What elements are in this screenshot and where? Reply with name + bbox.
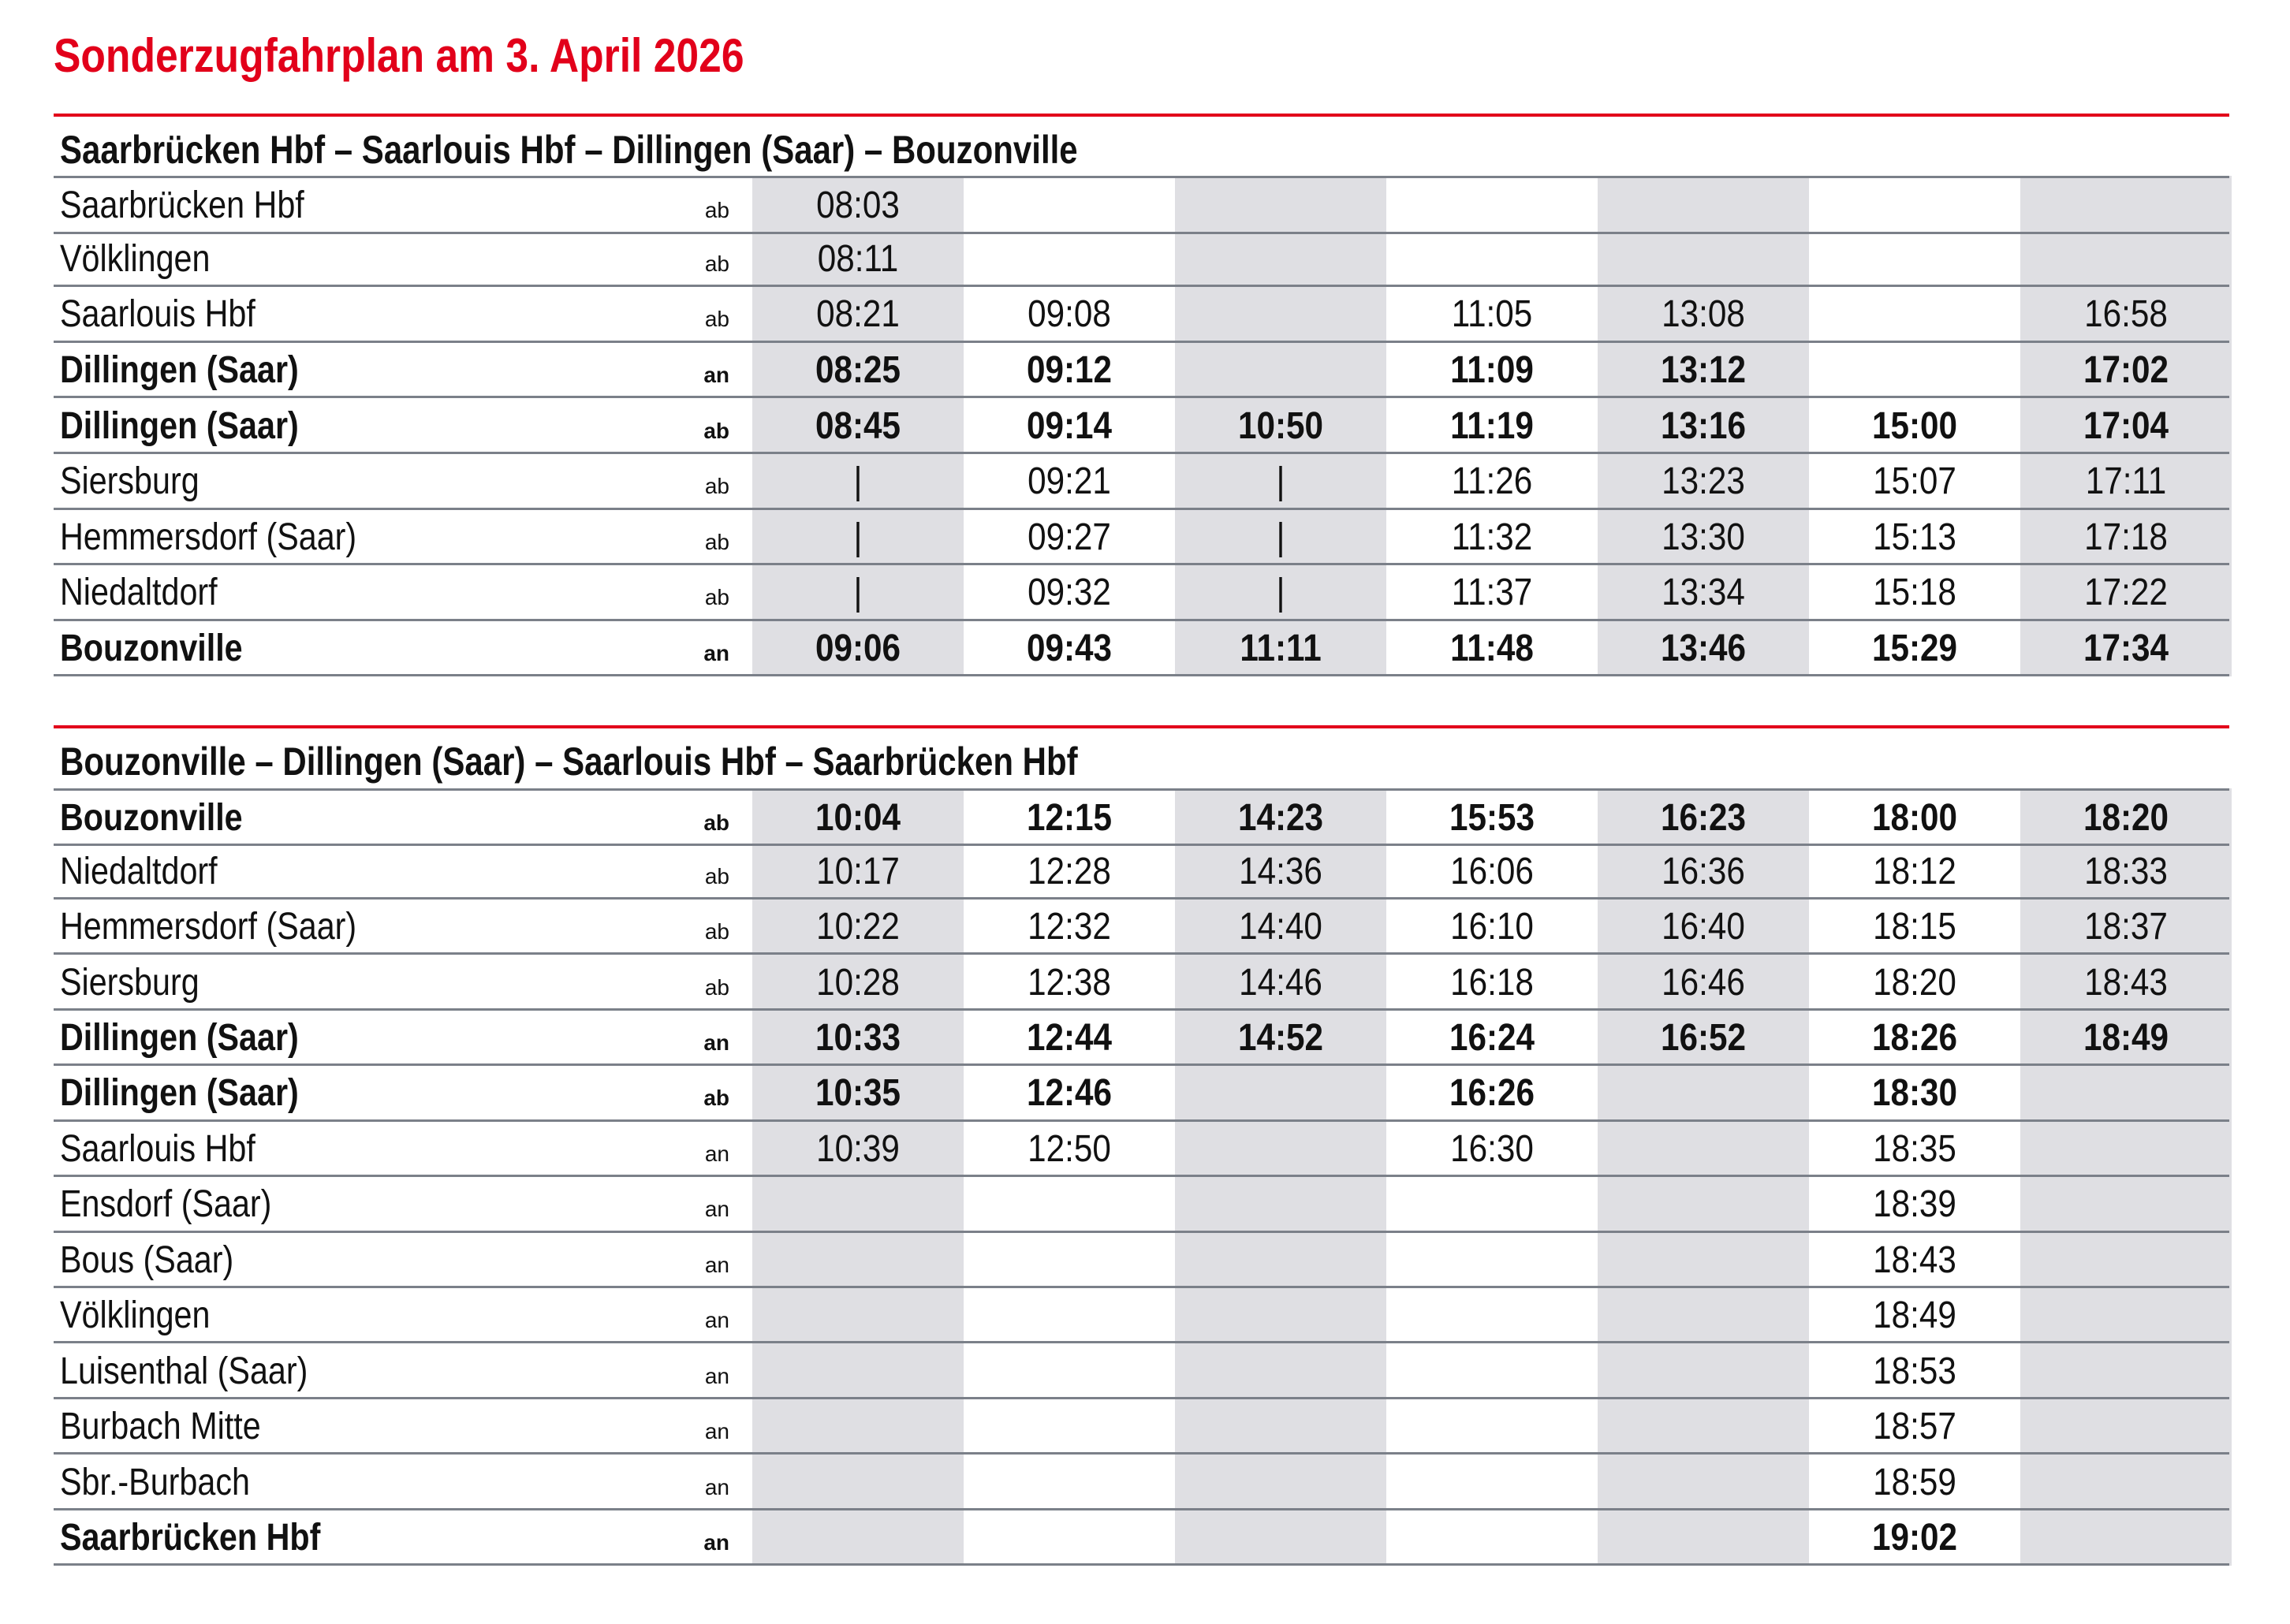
table-row [54,1288,2229,1343]
departure-label: ab [704,251,729,276]
station-name: Siersburg [60,460,200,503]
section-heading: Bouzonville – Dillingen (Saar) – Saarlouis Hbf – Saarbrücken Hbf [60,739,1078,784]
pass-through-mark: | [853,460,863,503]
table-row [54,1233,2229,1288]
departure-time: 18:39 [1873,1183,1956,1226]
departure-time: 13:08 [1662,293,1745,336]
departure-time: 09:43 [1026,628,1113,670]
departure-time: 15:29 [1871,628,1958,670]
pass-through-mark: | [1276,516,1285,558]
departure-time: 11:32 [1451,516,1533,558]
arrival-label: an [704,1363,729,1388]
table-row [54,844,2229,899]
table-row [54,454,2229,510]
departure-time: 17:22 [2084,572,2168,614]
pass-through-mark: | [1276,572,1285,614]
table-row [54,1455,2229,1510]
departure-time: 09:08 [1028,293,1111,336]
table-row [54,232,2229,288]
station-name: Völklingen [60,1294,211,1337]
section-heading: Saarbrücken Hbf – Saarlouis Hbf – Dillingen (Saar) – Bouzonville [60,128,1078,172]
arrival-label: an [704,1197,729,1222]
departure-time: 13:34 [1662,572,1745,614]
departure-time: 14:40 [1239,906,1322,948]
table-row [54,1066,2229,1121]
station-name: Völklingen [60,237,211,280]
departure-time: 09:12 [1026,349,1113,392]
departure-time: 12:46 [1026,1072,1113,1115]
departure-time: 09:32 [1028,572,1111,614]
station-name: Hemmersdorf (Saar) [60,516,357,558]
departure-time: 17:02 [2083,349,2169,392]
departure-time: 18:43 [2084,961,2168,1004]
departure-time: 10:35 [815,1072,901,1115]
arrival-label: an [704,1474,729,1499]
departure-time: 18:30 [1871,1072,1958,1115]
departure-time: 16:36 [1662,850,1745,892]
departure-time: 14:52 [1237,1017,1324,1060]
departure-label: ab [703,418,729,443]
departure-time: 16:18 [1450,961,1534,1004]
departure-time: 15:13 [1873,516,1956,558]
station-name: Saarlouis Hbf [60,293,255,336]
departure-time: 10:22 [816,906,900,948]
station-name: Ensdorf (Saar) [60,1183,272,1226]
departure-time: 16:58 [2084,293,2168,336]
departure-time: 18:43 [1873,1238,1956,1281]
departure-time: 18:37 [2084,906,2168,948]
arrival-label: an [704,1141,729,1166]
station-name: Niedaltdorf [60,572,218,614]
departure-time: 15:00 [1871,404,1958,447]
arrival-label: an [703,641,729,666]
station-name: Dillingen (Saar) [60,1072,299,1115]
departure-time: 19:02 [1871,1517,1958,1559]
station-name: Bouzonville [60,628,243,670]
station-name: Niedaltdorf [60,850,218,892]
table-row [54,1399,2229,1455]
departure-time: 08:11 [817,237,899,280]
departure-time: 11:09 [1450,349,1534,392]
departure-time: 12:38 [1028,961,1111,1004]
departure-time: 16:23 [1660,797,1747,840]
departure-label: ab [704,474,729,499]
departure-time: 09:21 [1028,460,1111,503]
departure-time: 11:26 [1451,460,1533,503]
station-name: Luisenthal (Saar) [60,1350,308,1392]
station-name: Hemmersdorf (Saar) [60,906,357,948]
table-row [54,287,2229,343]
station-name: Saarlouis Hbf [60,1127,255,1170]
station-name: Bouzonville [60,797,243,840]
departure-label: ab [704,974,729,1000]
departure-time: 11:37 [1451,572,1533,614]
table-row [54,1011,2229,1066]
departure-time: 16:30 [1450,1127,1534,1170]
station-name: Bous (Saar) [60,1238,234,1281]
departure-time: 10:28 [816,961,900,1004]
station-name: Saarbrücken Hbf [60,1517,321,1559]
departure-label: ab [703,1086,729,1111]
departure-time: 18:59 [1873,1461,1956,1503]
departure-time: 18:12 [1873,850,1956,892]
departure-time: 11:11 [1240,628,1322,670]
departure-label: ab [704,585,729,610]
departure-time: 18:35 [1873,1127,1956,1170]
departure-time: 09:06 [815,628,901,670]
departure-label: ab [703,810,729,836]
departure-time: 14:46 [1239,961,1322,1004]
departure-time: 12:50 [1028,1127,1111,1170]
departure-label: ab [704,529,729,554]
departure-time: 16:10 [1450,906,1534,948]
table-row [54,176,2229,234]
table-row [54,343,2229,399]
station-name: Dillingen (Saar) [60,1017,299,1060]
departure-time: 13:12 [1660,349,1747,392]
departure-time: 18:20 [1873,961,1956,1004]
pass-through-mark: | [853,516,863,558]
page-title: Sonderzugfahrplan am 3. April 2026 [54,29,744,82]
table-row [54,565,2229,621]
departure-time: 18:15 [1873,906,1956,948]
departure-time: 16:52 [1660,1017,1747,1060]
station-name: Siersburg [60,961,200,1004]
departure-time: 18:00 [1871,797,1958,840]
departure-label: ab [704,919,729,944]
departure-time: 16:06 [1450,850,1534,892]
departure-time: 10:50 [1237,404,1324,447]
departure-label: ab [704,307,729,332]
departure-time: 12:32 [1028,906,1111,948]
departure-time: 08:21 [816,293,900,336]
departure-time: 10:33 [815,1017,901,1060]
table-row [54,398,2229,454]
table-row [54,510,2229,566]
departure-time: 08:25 [815,349,901,392]
table-row [54,1177,2229,1232]
departure-time: 18:20 [2083,797,2169,840]
timetable-grid [54,176,2229,676]
departure-time: 12:44 [1026,1017,1113,1060]
station-name: Burbach Mitte [60,1406,261,1448]
section-divider [54,725,2229,728]
table-row [54,955,2229,1010]
departure-time: 15:53 [1449,797,1535,840]
timetable-grid [54,788,2229,1566]
station-name: Sbr.-Burbach [60,1461,250,1503]
table-row [54,1122,2229,1177]
departure-time: 13:30 [1662,516,1745,558]
departure-time: 10:04 [815,797,901,840]
departure-time: 17:11 [2085,460,2167,503]
departure-label: ab [704,863,729,888]
departure-time: 13:23 [1662,460,1745,503]
arrival-label: an [704,1252,729,1277]
departure-time: 11:19 [1450,404,1534,447]
departure-time: 08:03 [816,184,900,227]
departure-time: 14:23 [1237,797,1324,840]
departure-time: 14:36 [1239,850,1322,892]
station-name: Saarbrücken Hbf [60,184,304,227]
departure-time: 09:27 [1028,516,1111,558]
departure-time: 18:49 [2083,1017,2169,1060]
arrival-label: an [703,1030,729,1056]
departure-time: 15:18 [1873,572,1956,614]
section-divider [54,114,2229,117]
arrival-label: an [704,1308,729,1333]
departure-time: 16:26 [1449,1072,1535,1115]
departure-time: 09:14 [1026,404,1113,447]
departure-time: 18:33 [2084,850,2168,892]
departure-time: 18:49 [1873,1294,1956,1337]
table-row [54,1510,2229,1566]
departure-time: 10:17 [816,850,900,892]
departure-time: 12:28 [1028,850,1111,892]
departure-time: 17:34 [2083,628,2169,670]
table-row [54,788,2229,846]
station-name: Dillingen (Saar) [60,404,299,447]
departure-time: 17:04 [2083,404,2169,447]
departure-time: 08:45 [815,404,901,447]
departure-label: ab [704,198,729,223]
departure-time: 18:57 [1873,1406,1956,1448]
departure-time: 16:46 [1662,961,1745,1004]
departure-time: 11:48 [1450,628,1534,670]
departure-time: 15:07 [1873,460,1956,503]
pass-through-mark: | [853,572,863,614]
table-row [54,1344,2229,1399]
pass-through-mark: | [1276,460,1285,503]
departure-time: 12:15 [1026,797,1113,840]
departure-time: 13:46 [1660,628,1747,670]
arrival-label: an [703,363,729,388]
departure-time: 13:16 [1660,404,1747,447]
departure-time: 16:40 [1662,906,1745,948]
table-row [54,621,2229,677]
departure-time: 17:18 [2084,516,2168,558]
departure-time: 16:24 [1449,1017,1535,1060]
table-row [54,900,2229,955]
arrival-label: an [703,1530,729,1555]
departure-time: 18:26 [1871,1017,1958,1060]
departure-time: 11:05 [1451,293,1533,336]
station-name: Dillingen (Saar) [60,349,299,392]
arrival-label: an [704,1419,729,1444]
departure-time: 10:39 [816,1127,900,1170]
departure-time: 18:53 [1873,1350,1956,1392]
